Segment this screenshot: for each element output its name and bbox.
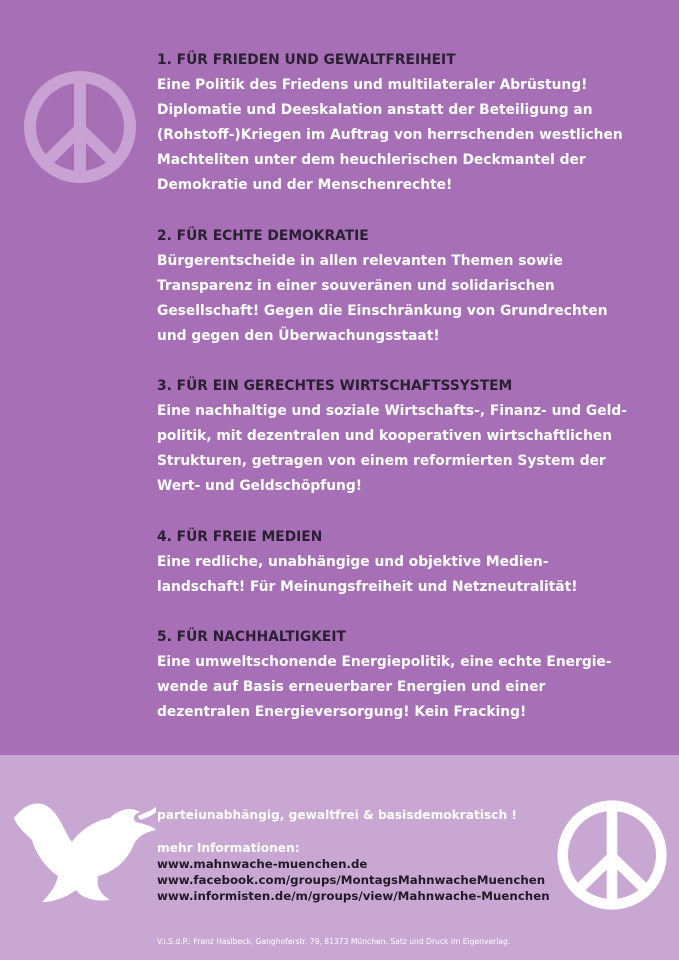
section-text-line: Eine nachhaltige und soziale Wirtschafts-, Finanz- und Geld- — [157, 403, 627, 419]
section-text-line: und gegen den Überwachungsstaat! — [157, 327, 440, 344]
demand-section — [157, 224, 627, 349]
section-text-line: (Rohstoff-)Kriegen im Auftrag von herrschenden westlichen — [157, 127, 623, 143]
section-text-line: wende auf Basis erneuerbarer Energien und einer — [157, 679, 546, 695]
peace-sign-icon — [554, 797, 670, 913]
section-text-line: dezentralen Energieversorgung! Kein Fracking! — [157, 704, 527, 720]
section-text-line: landschaft! Für Meinungsfreiheit und Netzneutralität! — [157, 578, 578, 595]
demands-list — [157, 48, 627, 751]
demand-section — [157, 625, 627, 725]
section-title: 2. FÜR ECHTE DEMOKRATIE — [157, 227, 369, 244]
section-text-line: Gesellschaft! Gegen die Einschränkung von Grundrechten — [157, 302, 608, 319]
tagline: parteiunabhängig, gewaltfrei & basisdemokratisch ! — [157, 808, 517, 822]
more-info-heading: mehr Informationen: — [157, 841, 300, 855]
facebook-group-link[interactable]: www.facebook.com/groups/MontagsMahnwacheMuenchen — [157, 873, 546, 887]
section-text-line: Eine umweltschonende Energiepolitik, eine echte Energie- — [157, 654, 612, 670]
demand-section — [157, 48, 627, 198]
footer-info — [157, 806, 557, 904]
section-text-line: Wert- und Geldschöpfung! — [157, 478, 363, 494]
section-text-line: politik, mit dezentralen und kooperativen wirtschaftlichen — [157, 428, 613, 444]
website-link[interactable]: www.mahnwache-muenchen.de — [157, 857, 368, 871]
section-text-line: Demokratie und der Menschenrechte! — [157, 177, 453, 193]
dove-icon — [6, 790, 156, 910]
section-title: 3. FÜR EIN GERECHTES WIRTSCHAFTSSYSTEM — [157, 378, 513, 394]
demand-section — [157, 374, 627, 499]
demand-section — [157, 525, 627, 600]
section-title: 5. FÜR NACHHALTIGKEIT — [157, 629, 346, 645]
section-text-line: Bürgerentscheide in allen relevanten Themen sowie — [157, 252, 563, 269]
section-text-line: Strukturen, getragen von einem reformierten System der — [157, 453, 606, 469]
section-text-line: Eine redliche, unabhängige und objektive Medien- — [157, 553, 549, 570]
section-text-line: Diplomatie und Deeskalation anstatt der Beteiligung an — [157, 102, 593, 118]
section-text-line: Transparenz in einer souveränen und solidarischen — [157, 277, 555, 294]
section-text-line: Eine Politik des Friedens und multilateraler Abrüstung! — [157, 77, 588, 93]
informisten-link[interactable]: www.informisten.de/m/groups/view/Mahnwache-Muenchen — [157, 889, 550, 903]
peace-sign-icon — [20, 67, 140, 187]
section-title: 4. FÜR FREIE MEDIEN — [157, 528, 323, 545]
section-title: 1. FÜR FRIEDEN UND GEWALTFREIHEIT — [157, 52, 456, 68]
section-text-line: Machteliten unter dem heuchlerischen Deckmantel der — [157, 152, 586, 168]
imprint: V.i.S.d.P.: Franz Haslbeck, Ganghoferstr. 79, 81373 München. Satz und Druck im Eigenverlag. — [157, 937, 511, 946]
